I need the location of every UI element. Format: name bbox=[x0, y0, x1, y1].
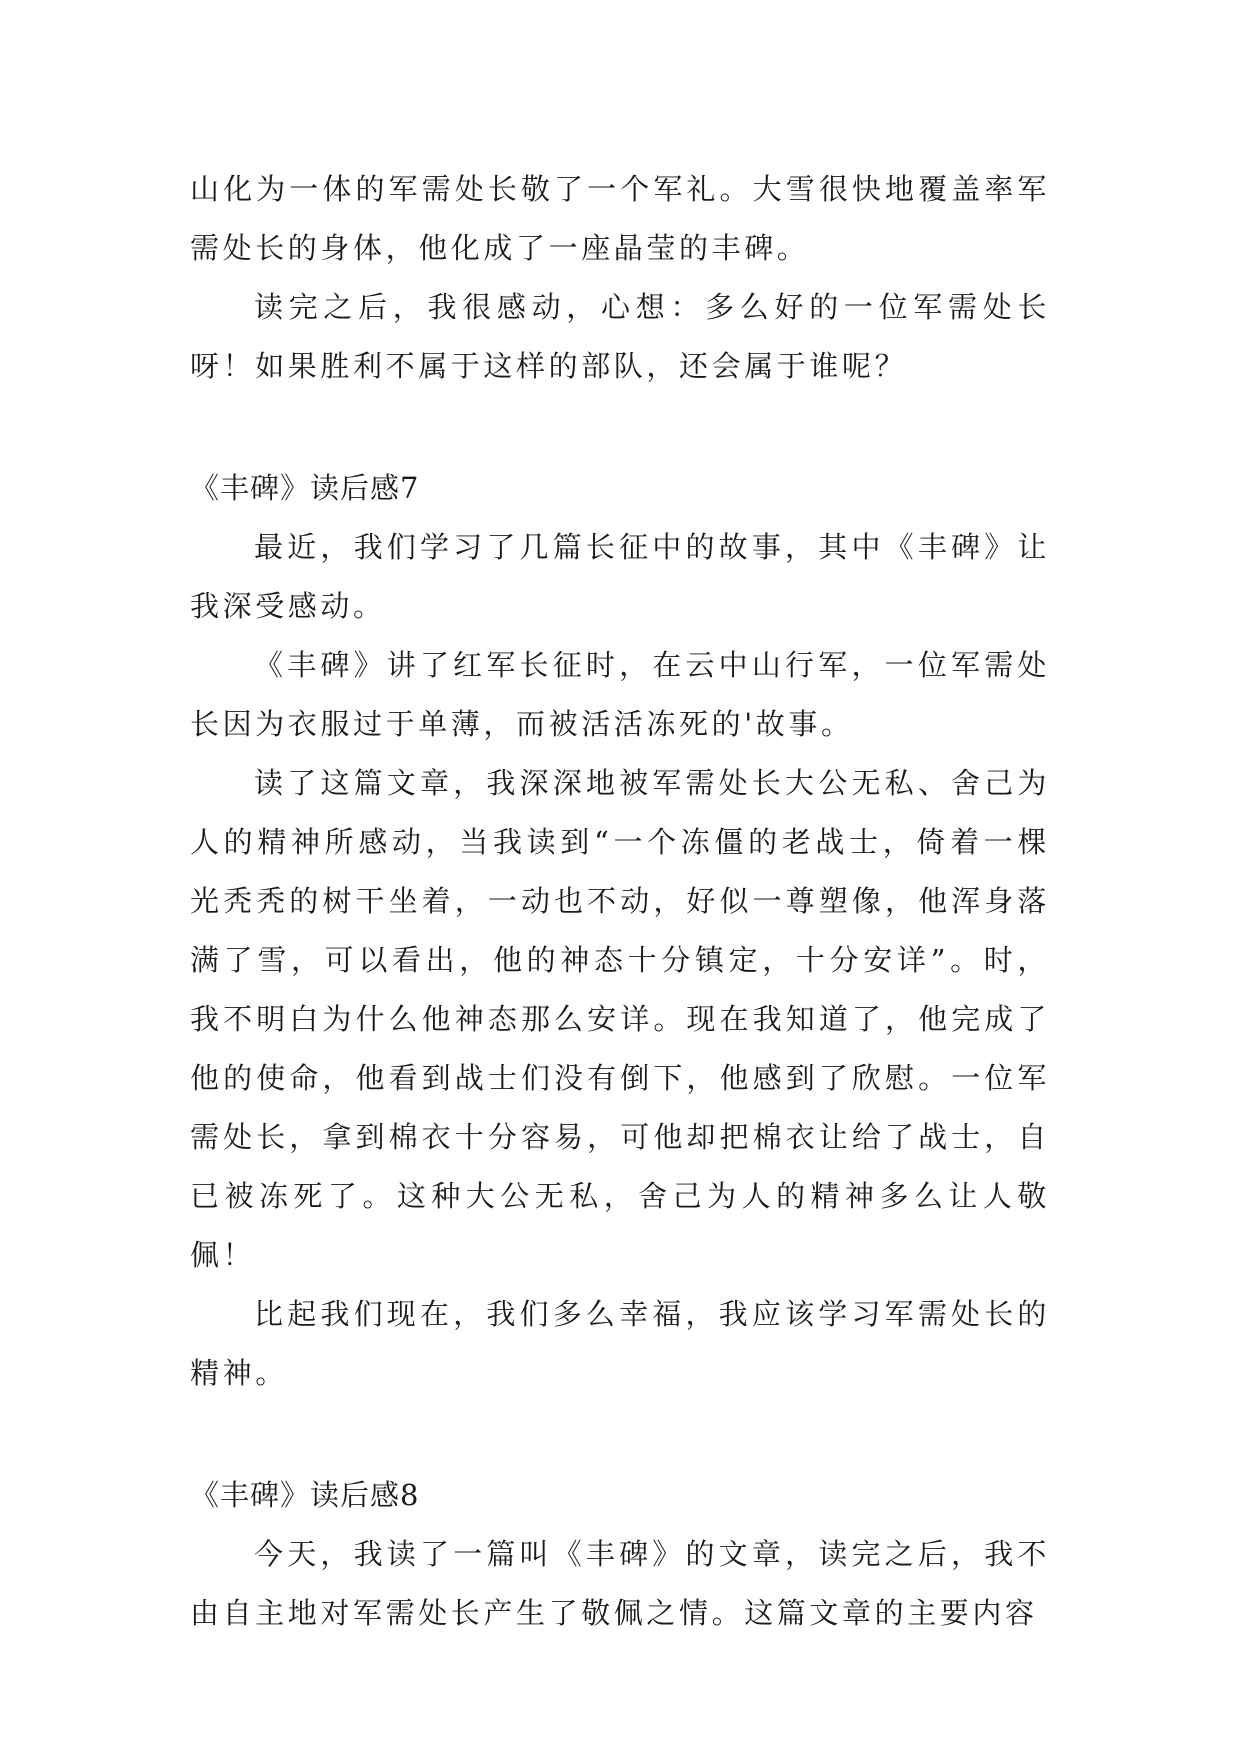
intro-paragraph-reflection: 读完之后，我很感动，心想：多么好的一位军需处长呀！如果胜利不属于这样的部队，还会属于谁呢？ bbox=[190, 290, 1050, 383]
intro-paragraph-continued: 山化为一体的军需处长敬了一个军礼。大雪很快地覆盖率军需处长的身体，他化成了一座晶莹的丰碑。 bbox=[190, 172, 1050, 265]
section-spacer bbox=[190, 1403, 1050, 1466]
section-7-paragraph-4: 比起我们现在，我们多么幸福，我应该学习军需处长的精神。 bbox=[190, 1297, 1050, 1390]
section-7-paragraph-1: 最近，我们学习了几篇长征中的故事，其中《丰碑》让我深受感动。 bbox=[190, 530, 1050, 623]
section-7-title: 《丰碑》读后感7 bbox=[190, 471, 420, 505]
section-8-title: 《丰碑》读后感8 bbox=[190, 1478, 420, 1512]
section-7-paragraph-2: 《丰碑》讲了红军长征时，在云中山行军，一位军需处长因为衣服过于单薄，而被活活冻死的'故事。 bbox=[190, 648, 1050, 741]
document-page bbox=[190, 160, 1050, 1643]
section-spacer bbox=[190, 396, 1050, 459]
section-8-paragraph-1: 今天，我读了一篇叫《丰碑》的文章，读完之后，我不由自主地对军需处长产生了敬佩之情。这篇文章的主要内容 bbox=[190, 1537, 1050, 1630]
section-7-paragraph-3: 读了这篇文章，我深深地被军需处长大公无私、舍己为人的精神所感动，当我读到“一个冻僵的老战士，倚着一棵光秃秃的树干坐着，一动也不动，好似一尊塑像，他浑身落满了雪，可以看出，他的神态十分镇定，十分安详”。时，我不明白为什么他神态那么安详。现在我知道了，他完成了他的使命，他看到战士们没有倒下，他感到了欣慰。一位军需处长，拿到棉衣十分容易，可他却把棉衣让给了战士，自已被冻死了。这种大公无私，舍己为人的精神多么让人敬佩！ bbox=[190, 766, 1050, 1272]
